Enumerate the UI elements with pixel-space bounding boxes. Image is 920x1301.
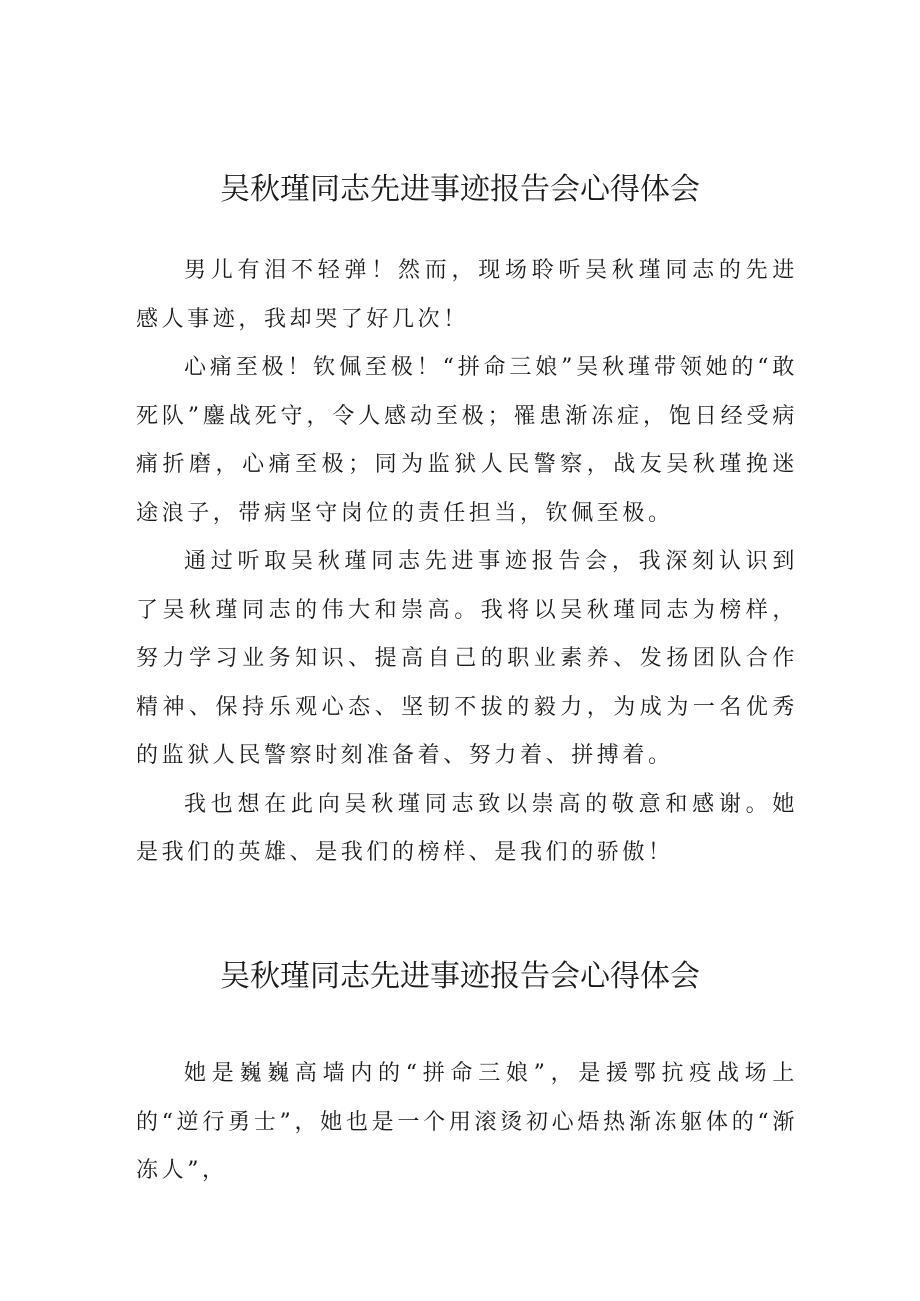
essay-1-paragraph-2: 心痛至极！钦佩至极！“拼命三娘”吴秋瑾带领她的“敢死队”鏖战死守，令人感动至极；罹患渐冻症，饱日经受病痛折磨，心痛至极；同为监狱人民警察，战友吴秋瑾挽迷途浪子，带病坚守岗位的责任担当，钦佩至极。 — [136, 355, 798, 526]
essay-1-paragraph-1: 男儿有泪不轻弹！然而，现场聆听吴秋瑾同志的先进感人事迹，我却哭了好几次！ — [136, 258, 798, 332]
essay-1-paragraph-3: 通过听取吴秋瑾同志先进事迹报告会，我深刻认识到了吴秋瑾同志的伟大和崇高。我将以吴秋瑾同志为榜样，努力学习业务知识、提高自己的职业素养、发扬团队合作精神、保持乐观心态、坚韧不拔的毅力，为成为一名优秀的监狱人民警察时刻准备着、努力着、拼搏着。 — [136, 549, 798, 768]
essay-2-paragraph-1: 她是巍巍高墙内的“拼命三娘”，是援鄂抗疫战场上的“逆行勇士”，她也是一个用滚烫初心焐热渐冻躯体的“渐冻人”， — [136, 1061, 798, 1183]
essay-1-body — [136, 247, 798, 878]
essay-1 — [0, 168, 920, 865]
essay-1-title: 吴秋瑾同志先进事迹报告会心得体会 — [220, 172, 700, 207]
essay-2-title: 吴秋瑾同志先进事迹报告会心得体会 — [220, 959, 700, 994]
essay-2 — [0, 955, 920, 1183]
essay-1-paragraph-4: 我也想在此向吴秋瑾同志致以崇高的敬意和感谢。她是我们的英雄、是我们的榜样、是我们的骄傲！ — [136, 791, 798, 865]
essay-2-body — [136, 1050, 798, 1196]
